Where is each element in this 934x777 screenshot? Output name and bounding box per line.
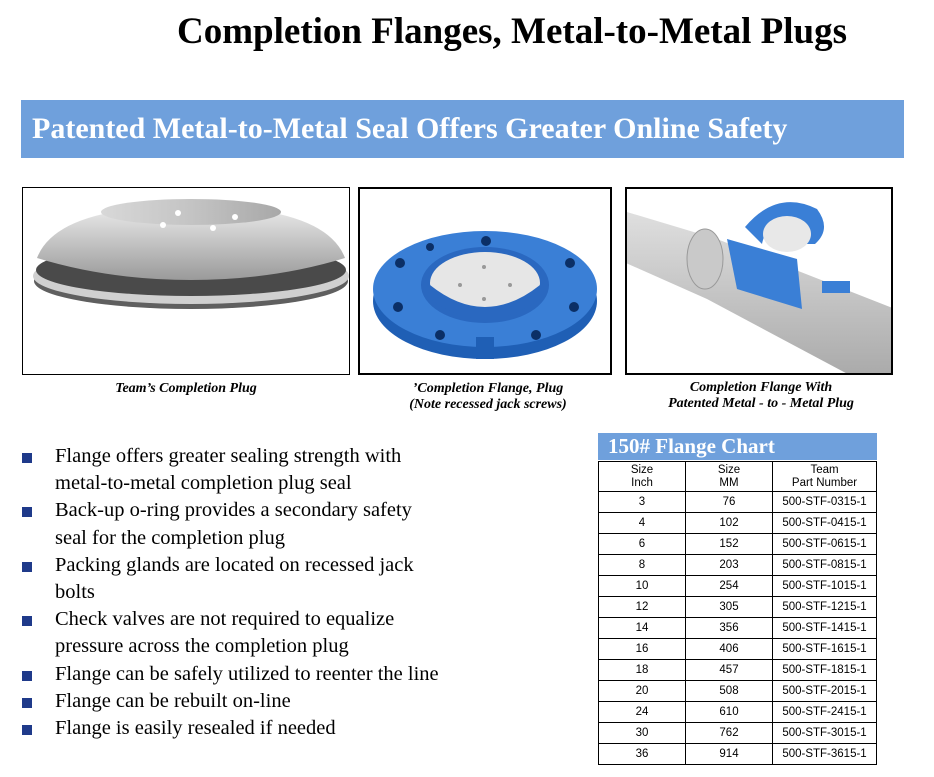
flange-chart-title: 150# Flange Chart [598, 433, 877, 460]
list-item: Flange is easily resealed if needed [22, 715, 522, 742]
table-row [599, 618, 877, 639]
feature-list [22, 443, 522, 742]
cell-mm: 457 [686, 660, 773, 681]
cell-inch: 3 [599, 492, 686, 513]
size-inch-header: Size Inch [599, 462, 686, 492]
cell-inch: 12 [599, 597, 686, 618]
cell-part: 500-STF-0315-1 [773, 492, 877, 513]
table-row [599, 681, 877, 702]
cell-part: 500-STF-0615-1 [773, 534, 877, 555]
table-row [599, 639, 877, 660]
pipe-flange-image [625, 187, 893, 375]
bullet-square-icon [22, 698, 32, 708]
cell-mm: 254 [686, 576, 773, 597]
cell-inch: 14 [599, 618, 686, 639]
cell-part: 500-STF-1015-1 [773, 576, 877, 597]
cell-inch: 4 [599, 513, 686, 534]
cell-part: 500-STF-2015-1 [773, 681, 877, 702]
page-title: Completion Flanges, Metal-to-Metal Plugs [177, 11, 847, 52]
list-item: Packing glands are located on recessed jack bolts [22, 552, 522, 606]
table-row [599, 555, 877, 576]
list-item: Flange can be safely utilized to reenter the line [22, 661, 522, 688]
table-row [599, 597, 877, 618]
cell-inch: 24 [599, 702, 686, 723]
cell-mm: 914 [686, 744, 773, 765]
cell-mm: 508 [686, 681, 773, 702]
table-row [599, 576, 877, 597]
table-row [599, 660, 877, 681]
cell-inch: 30 [599, 723, 686, 744]
cell-inch: 6 [599, 534, 686, 555]
cell-part: 500-STF-1215-1 [773, 597, 877, 618]
cell-part: 500-STF-3015-1 [773, 723, 877, 744]
list-item: Flange offers greater sealing strength with metal-to-metal completion plug seal [22, 443, 522, 497]
completion-plug-caption: Team’s Completion Plug [115, 381, 257, 396]
cell-part: 500-STF-1415-1 [773, 618, 877, 639]
cell-part: 500-STF-3615-1 [773, 744, 877, 765]
cell-mm: 76 [686, 492, 773, 513]
cell-mm: 356 [686, 618, 773, 639]
cell-part: 500-STF-0815-1 [773, 555, 877, 576]
completion-plug-image [22, 187, 350, 375]
flange-chart-table [598, 461, 877, 765]
cell-part: 500-STF-2415-1 [773, 702, 877, 723]
completion-flange-caption: ’Completion Flange, Plug (Note recessed jack screws) [409, 381, 567, 412]
bullet-square-icon [22, 507, 32, 517]
completion-flange-image [358, 187, 612, 375]
table-header-row [599, 462, 877, 492]
bullet-square-icon [22, 453, 32, 463]
cell-mm: 203 [686, 555, 773, 576]
bullet-square-icon [22, 725, 32, 735]
part-number-header: Team Part Number [773, 462, 877, 492]
table-row [599, 744, 877, 765]
table-row [599, 723, 877, 744]
table-row [599, 492, 877, 513]
bullet-square-icon [22, 616, 32, 626]
size-mm-header: Size MM [686, 462, 773, 492]
cell-mm: 305 [686, 597, 773, 618]
cell-inch: 36 [599, 744, 686, 765]
cell-part: 500-STF-0415-1 [773, 513, 877, 534]
list-item: Flange can be rebuilt on-line [22, 688, 522, 715]
cell-inch: 20 [599, 681, 686, 702]
cell-mm: 610 [686, 702, 773, 723]
list-item: Check valves are not required to equalize pressure across the completion plug [22, 606, 522, 660]
cell-mm: 102 [686, 513, 773, 534]
cell-inch: 16 [599, 639, 686, 660]
cell-mm: 762 [686, 723, 773, 744]
table-row [599, 702, 877, 723]
pipe-flange-caption: Completion Flange With Patented Metal - to - Metal Plug [668, 380, 854, 411]
cell-inch: 18 [599, 660, 686, 681]
section-banner: Patented Metal-to-Metal Seal Offers Greater Online Safety [21, 100, 904, 158]
cell-inch: 10 [599, 576, 686, 597]
bullet-square-icon [22, 671, 32, 681]
cell-mm: 406 [686, 639, 773, 660]
list-item: Back-up o-ring provides a secondary safety seal for the completion plug [22, 497, 522, 551]
table-row [599, 513, 877, 534]
table-row [599, 534, 877, 555]
cell-inch: 8 [599, 555, 686, 576]
cell-part: 500-STF-1815-1 [773, 660, 877, 681]
cell-part: 500-STF-1615-1 [773, 639, 877, 660]
bullet-square-icon [22, 562, 32, 572]
cell-mm: 152 [686, 534, 773, 555]
